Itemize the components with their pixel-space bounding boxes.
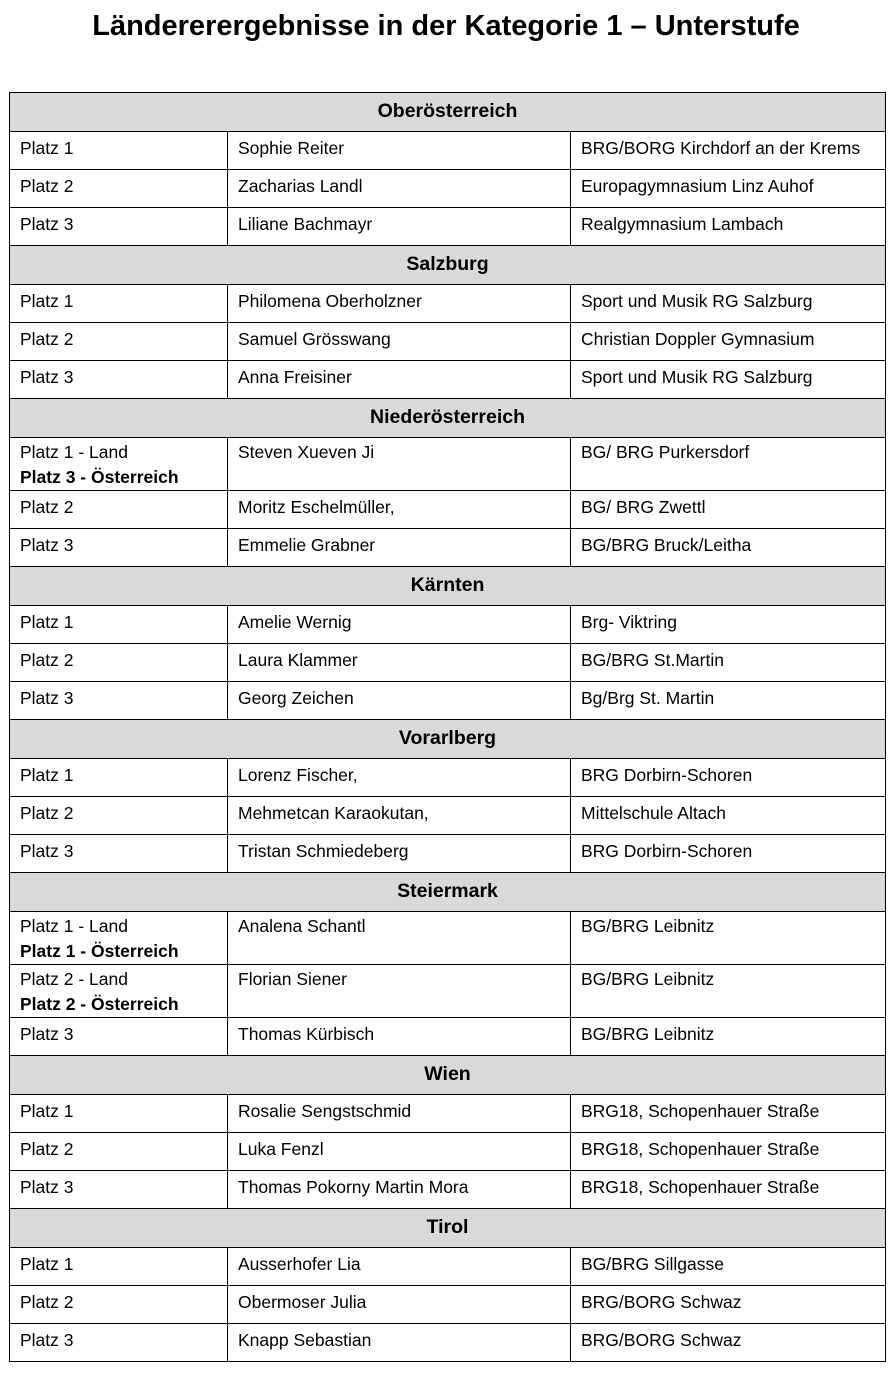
school-name: BRG/BORG Schwaz [571, 1286, 886, 1324]
place-cell [10, 208, 228, 246]
school-name: Mittelschule Altach [571, 797, 886, 835]
table-row [10, 965, 886, 1018]
place-cell [10, 1133, 228, 1171]
table-row [10, 361, 886, 399]
place-cell [10, 606, 228, 644]
school-name: BG/BRG Leibnitz [571, 912, 886, 965]
place-cell [10, 170, 228, 208]
national-rank-note: Platz 1 - Österreich [20, 941, 179, 961]
region-header-row [10, 246, 886, 285]
results-table-body [10, 93, 886, 1362]
table-row [10, 797, 886, 835]
student-name: Obermoser Julia [228, 1286, 571, 1324]
school-name: BG/ BRG Purkersdorf [571, 438, 886, 491]
table-row [10, 170, 886, 208]
table-row [10, 323, 886, 361]
student-name: Philomena Oberholzner [228, 285, 571, 323]
table-row [10, 644, 886, 682]
student-name: Georg Zeichen [228, 682, 571, 720]
table-row [10, 1018, 886, 1056]
region-name: Tirol [10, 1209, 886, 1248]
place-cell [10, 1286, 228, 1324]
place-cell [10, 285, 228, 323]
school-name: Christian Doppler Gymnasium [571, 323, 886, 361]
place-label: Platz 1 [20, 1101, 74, 1121]
place-label: Platz 3 [20, 688, 74, 708]
student-name: Mehmetcan Karaokutan, [228, 797, 571, 835]
place-cell [10, 438, 228, 491]
place-cell [10, 491, 228, 529]
school-name: BRG Dorbirn-Schoren [571, 835, 886, 873]
place-cell [10, 644, 228, 682]
student-name: Analena Schantl [228, 912, 571, 965]
region-name: Niederösterreich [10, 399, 886, 438]
place-label: Platz 1 [20, 138, 74, 158]
student-name: Liliane Bachmayr [228, 208, 571, 246]
place-cell [10, 132, 228, 170]
place-label: Platz 2 [20, 329, 74, 349]
student-name: Thomas Pokorny Martin Mora [228, 1171, 571, 1209]
region-header-row [10, 1209, 886, 1248]
region-header-row [10, 93, 886, 132]
student-name: Zacharias Landl [228, 170, 571, 208]
place-cell [10, 1324, 228, 1362]
school-name: Brg- Viktring [571, 606, 886, 644]
place-label: Platz 2 [20, 1139, 74, 1159]
school-name: BG/BRG St.Martin [571, 644, 886, 682]
school-name: BG/BRG Leibnitz [571, 1018, 886, 1056]
national-rank-note: Platz 2 - Österreich [20, 994, 179, 1014]
national-rank-note: Platz 3 - Österreich [20, 467, 179, 487]
place-label: Platz 2 - Land [20, 969, 128, 989]
region-header-row [10, 720, 886, 759]
table-row [10, 1324, 886, 1362]
results-table [9, 92, 886, 1362]
student-name: Steven Xueven Ji [228, 438, 571, 491]
place-cell [10, 1095, 228, 1133]
school-name: Sport und Musik RG Salzburg [571, 361, 886, 399]
place-label: Platz 1 - Land [20, 442, 128, 462]
school-name: BRG18, Schopenhauer Straße [571, 1133, 886, 1171]
place-cell [10, 1018, 228, 1056]
student-name: Florian Siener [228, 965, 571, 1018]
school-name: BRG/BORG Schwaz [571, 1324, 886, 1362]
school-name: Realgymnasium Lambach [571, 208, 886, 246]
school-name: BG/ BRG Zwettl [571, 491, 886, 529]
table-row [10, 606, 886, 644]
student-name: Anna Freisiner [228, 361, 571, 399]
page-title: Ländererergebnisse in der Kategorie 1 – Unterstufe [92, 10, 800, 42]
table-row [10, 491, 886, 529]
student-name: Sophie Reiter [228, 132, 571, 170]
place-cell [10, 529, 228, 567]
place-cell [10, 682, 228, 720]
place-label: Platz 1 [20, 1254, 74, 1274]
table-row [10, 682, 886, 720]
region-name: Wien [10, 1056, 886, 1095]
region-header-row [10, 399, 886, 438]
place-cell [10, 323, 228, 361]
table-row [10, 835, 886, 873]
region-name: Salzburg [10, 246, 886, 285]
place-label: Platz 1 - Land [20, 916, 128, 936]
student-name: Thomas Kürbisch [228, 1018, 571, 1056]
table-row [10, 208, 886, 246]
student-name: Luka Fenzl [228, 1133, 571, 1171]
school-name: Bg/Brg St. Martin [571, 682, 886, 720]
table-row [10, 132, 886, 170]
place-label: Platz 3 [20, 367, 74, 387]
place-cell [10, 912, 228, 965]
region-header-row [10, 567, 886, 606]
place-label: Platz 3 [20, 1177, 74, 1197]
place-cell [10, 759, 228, 797]
table-row [10, 285, 886, 323]
school-name: BRG/BORG Kirchdorf an der Krems [571, 132, 886, 170]
place-cell [10, 835, 228, 873]
school-name: BG/BRG Leibnitz [571, 965, 886, 1018]
student-name: Ausserhofer Lia [228, 1248, 571, 1286]
table-row [10, 1133, 886, 1171]
school-name: Sport und Musik RG Salzburg [571, 285, 886, 323]
student-name: Amelie Wernig [228, 606, 571, 644]
place-label: Platz 3 [20, 1024, 74, 1044]
region-name: Oberösterreich [10, 93, 886, 132]
region-name: Vorarlberg [10, 720, 886, 759]
table-row [10, 1286, 886, 1324]
place-cell [10, 797, 228, 835]
school-name: BRG Dorbirn-Schoren [571, 759, 886, 797]
student-name: Moritz Eschelmüller, [228, 491, 571, 529]
place-label: Platz 3 [20, 535, 74, 555]
place-cell [10, 361, 228, 399]
student-name: Knapp Sebastian [228, 1324, 571, 1362]
student-name: Emmelie Grabner [228, 529, 571, 567]
student-name: Tristan Schmiedeberg [228, 835, 571, 873]
place-label: Platz 1 [20, 612, 74, 632]
table-row [10, 1171, 886, 1209]
place-label: Platz 3 [20, 841, 74, 861]
student-name: Rosalie Sengstschmid [228, 1095, 571, 1133]
region-header-row [10, 1056, 886, 1095]
school-name: Europagymnasium Linz Auhof [571, 170, 886, 208]
student-name: Samuel Grösswang [228, 323, 571, 361]
school-name: BRG18, Schopenhauer Straße [571, 1171, 886, 1209]
region-name: Steiermark [10, 873, 886, 912]
place-cell [10, 965, 228, 1018]
school-name: BRG18, Schopenhauer Straße [571, 1095, 886, 1133]
place-cell [10, 1171, 228, 1209]
place-label: Platz 1 [20, 291, 74, 311]
school-name: BG/BRG Bruck/Leitha [571, 529, 886, 567]
table-row [10, 1248, 886, 1286]
place-label: Platz 2 [20, 176, 74, 196]
place-label: Platz 2 [20, 650, 74, 670]
place-label: Platz 3 [20, 1330, 74, 1350]
place-label: Platz 1 [20, 765, 74, 785]
table-row [10, 529, 886, 567]
region-header-row [10, 873, 886, 912]
place-label: Platz 2 [20, 1292, 74, 1312]
place-label: Platz 2 [20, 803, 74, 823]
school-name: BG/BRG Sillgasse [571, 1248, 886, 1286]
place-label: Platz 2 [20, 497, 74, 517]
table-row [10, 912, 886, 965]
student-name: Lorenz Fischer, [228, 759, 571, 797]
place-cell [10, 1248, 228, 1286]
place-label: Platz 3 [20, 214, 74, 234]
table-row [10, 1095, 886, 1133]
table-row [10, 759, 886, 797]
table-row [10, 438, 886, 491]
student-name: Laura Klammer [228, 644, 571, 682]
region-name: Kärnten [10, 567, 886, 606]
